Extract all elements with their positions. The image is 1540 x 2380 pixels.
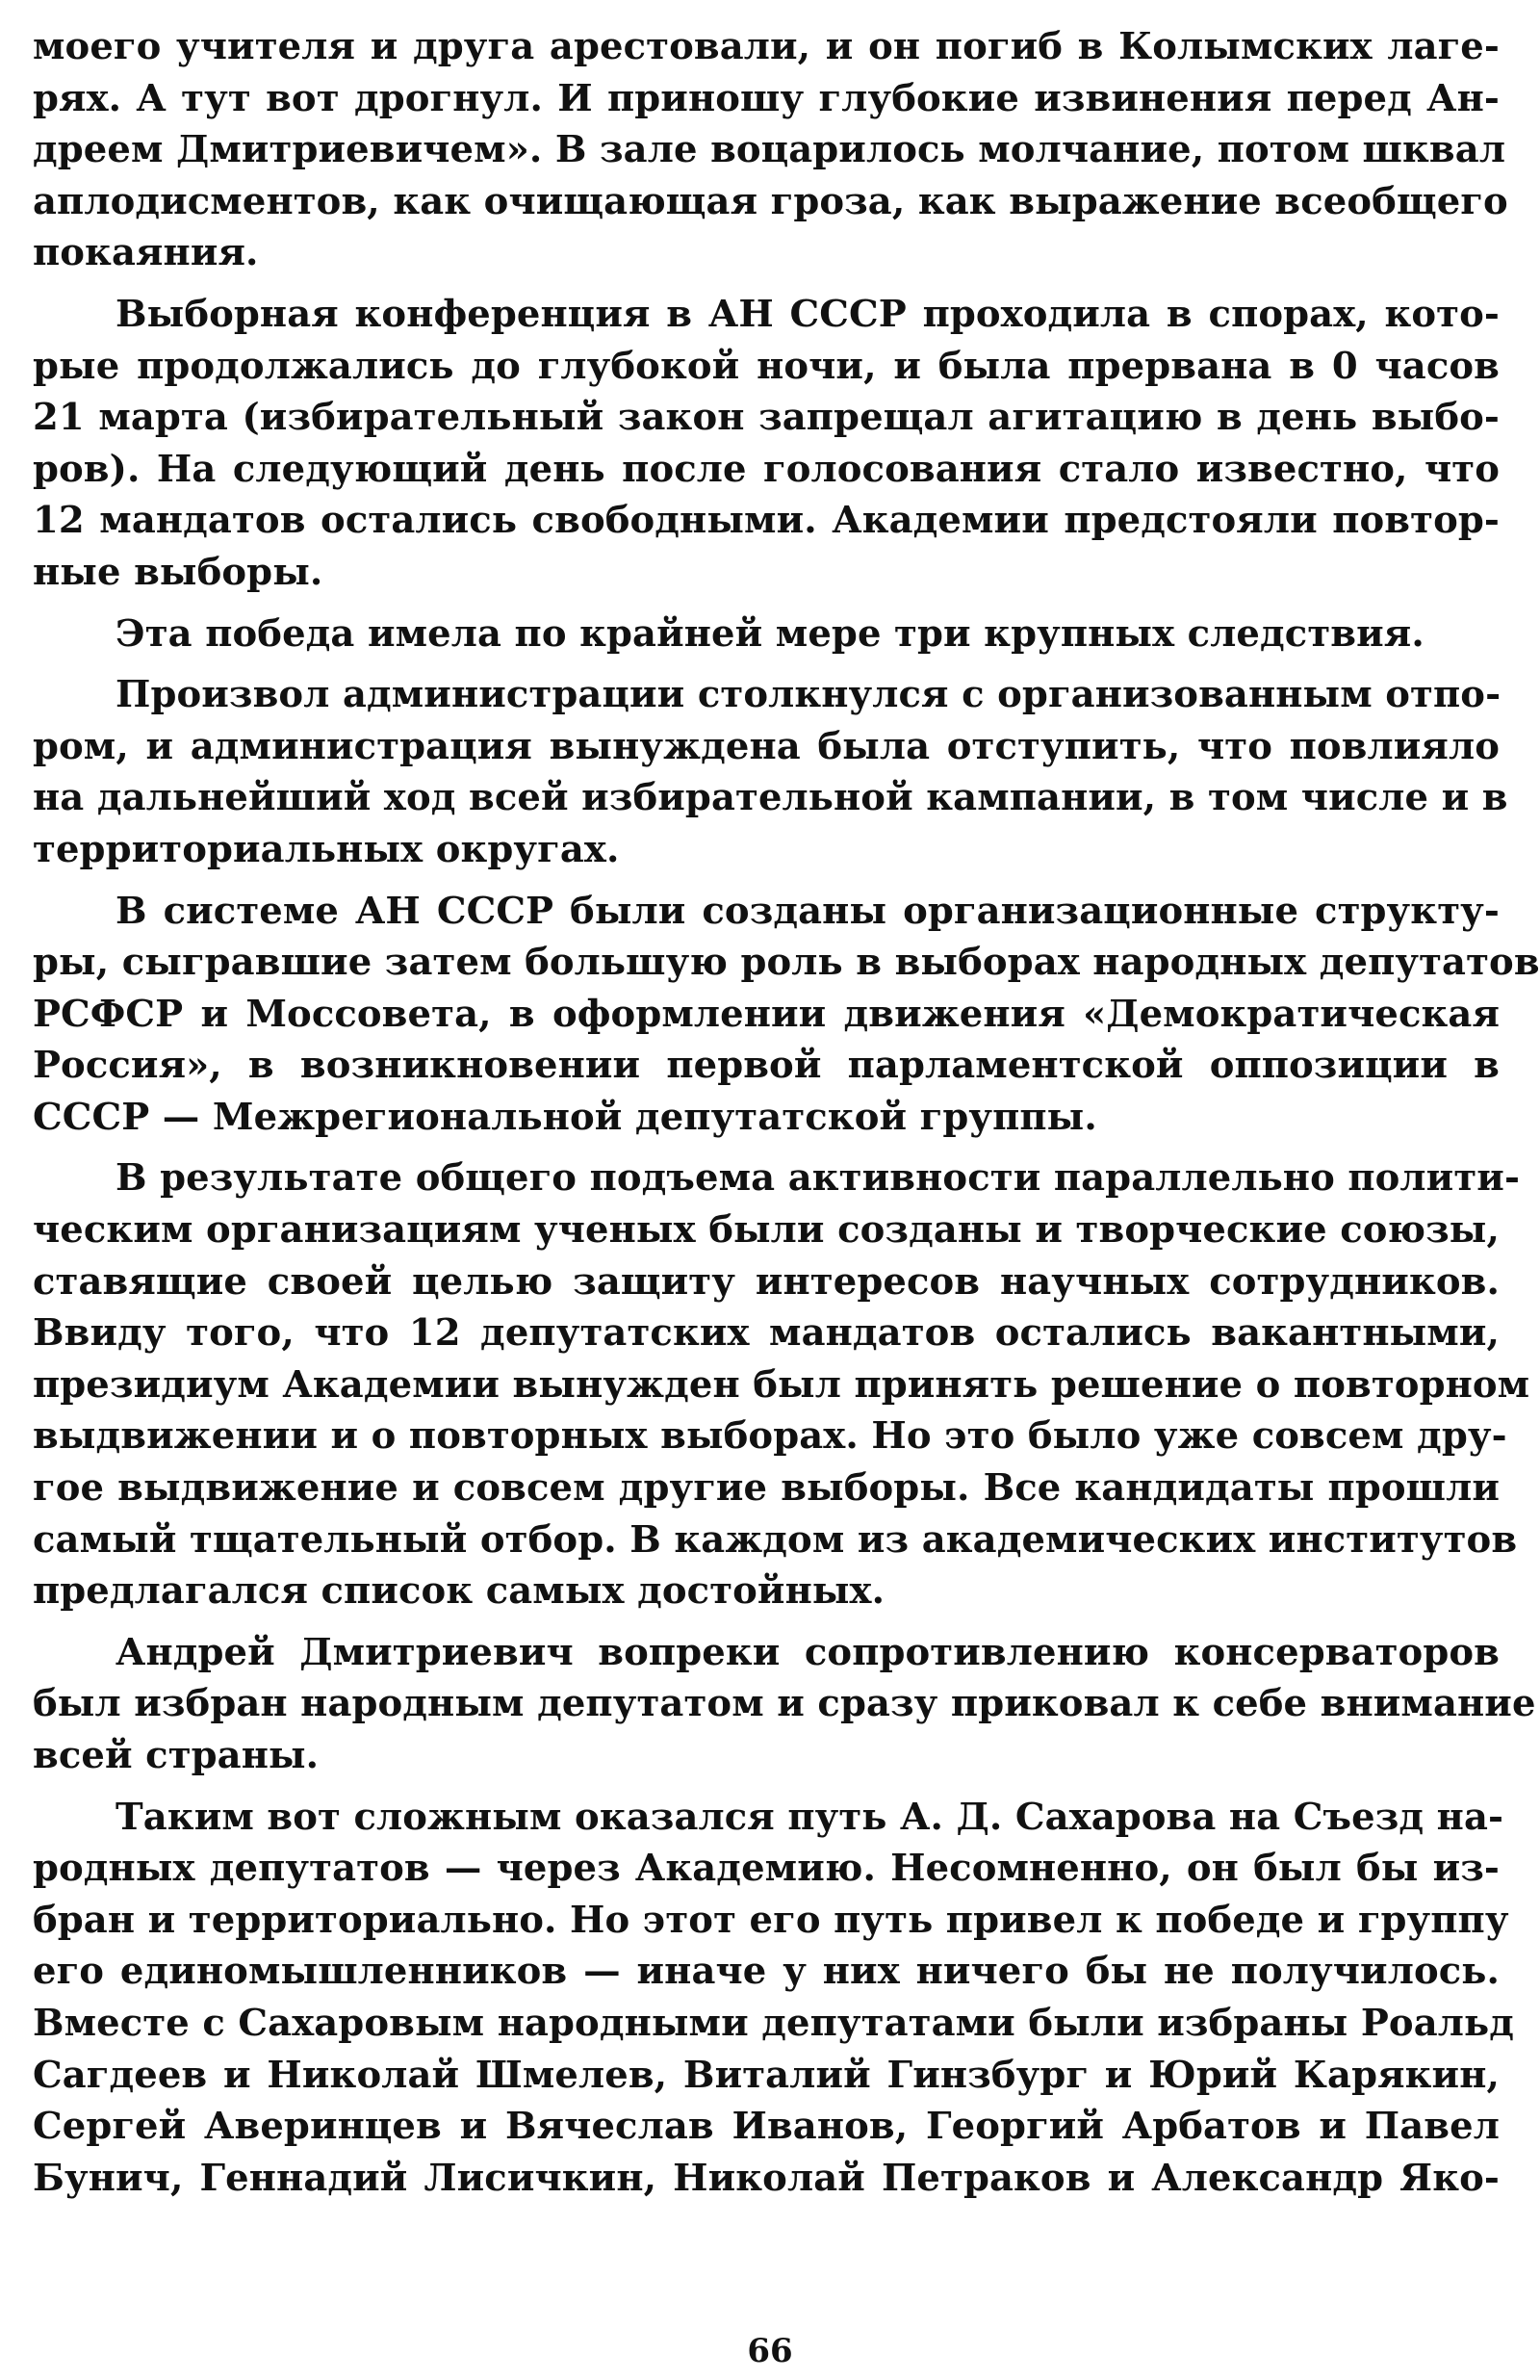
text-line: СССР — Межрегиональной депутатской группы. [33, 1095, 1097, 1139]
text-line: рые продолжались до глубокой ночи, и была прервана в 0 часов [33, 344, 1500, 388]
text-line: Эта победа имела по крайней мере три крупных следствия. [116, 611, 1424, 656]
text-line: Произвол администрации столкнулся с организованным отпо- [116, 673, 1502, 717]
text-line: Андрей Дмитриевич вопреки сопротивлению консерваторов [116, 1630, 1500, 1674]
text-line: был избран народным депутатом и сразу приковал к себе внимание [33, 1682, 1536, 1726]
text-line: бран и территориально. Но этот его путь привел к победе и группу [33, 1898, 1509, 1942]
text-line: территориальных округах. [33, 827, 620, 871]
text-line: его единомышленников — иначе у них ничего бы не получилось. [33, 1950, 1500, 1994]
text-line: ставящие своей целью защиту интересов научных сотрудников. [33, 1259, 1500, 1304]
paragraph [33, 608, 1500, 660]
text-line: ные выборы. [33, 550, 323, 594]
text-line: выдвижении и о повторных выборах. Но это было уже совсем дру- [33, 1414, 1507, 1459]
text-line: покаяния. [33, 231, 259, 275]
text-line: РСФСР и Моссовета, в оформлении движения «Демократическая [33, 992, 1500, 1036]
text-line: Сагдеев и Николай Шмелев, Виталий Гинзбург и Юрий Карякин, [33, 2053, 1500, 2097]
paragraph [33, 289, 1500, 599]
paragraph [33, 1152, 1530, 1617]
page-body [33, 21, 1540, 2204]
paragraph [33, 1792, 1514, 2205]
text-line: В результате общего подъема активности параллельно полити- [116, 1156, 1521, 1201]
text-line: Бунич, Геннадий Лисичкин, Николай Петраков и Александр Яко- [33, 2156, 1500, 2200]
text-line: гое выдвижение и совсем другие выборы. Все кандидаты прошли [33, 1466, 1500, 1511]
text-line: ров). На следующий день после голосования стало известно, что [33, 447, 1500, 491]
text-line: аплодисментов, как очищающая гроза, как выражение всеобщего [33, 179, 1508, 223]
text-line: на дальнейший ход всей избирательной кампании, в том числе и в [33, 776, 1508, 820]
text-line: президиум Академии вынужден был принять решение о повторном [33, 1362, 1530, 1407]
text-line: самый тщательный отбор. В каждом из академических институтов [33, 1517, 1518, 1562]
text-line: родных депутатов — через Академию. Несомненно, он был бы из- [33, 1847, 1500, 1891]
text-line: 21 марта (избирательный закон запрещал агитацию в день выбо- [33, 396, 1500, 440]
paragraph [33, 669, 1508, 875]
text-line: моего учителя и друга арестовали, и он погиб в Колымских лаге- [33, 25, 1500, 68]
text-line: всей страны. [33, 1734, 320, 1777]
text-line: рях. А тут вот дрогнул. И приношу глубокие извинения перед Ан- [33, 76, 1500, 120]
text-line: ческим организациям ученых были созданы и творческие союзы, [33, 1208, 1500, 1253]
page-number: 66 [747, 2332, 793, 2370]
text-line: В системе АН СССР были созданы организационные структу- [116, 889, 1500, 933]
paragraph [33, 1627, 1536, 1782]
text-line: ром, и администрация вынуждена была отступить, что повлияло [33, 724, 1500, 768]
text-line: Таким вот сложным оказался путь А. Д. Сахарова на Съезд на- [116, 1795, 1504, 1839]
text-line: Сергей Аверинцев и Вячеслав Иванов, Георгий Арбатов и Павел [33, 2105, 1500, 2149]
paragraph [33, 21, 1508, 279]
text-line: Ввиду того, что 12 депутатских мандатов остались вакантными, [33, 1311, 1500, 1356]
text-line: предлагался список самых достойных. [33, 1569, 886, 1614]
text-line: ры, сыгравшие затем большую роль в выборах народных депутатов [33, 941, 1540, 985]
text-line: Россия», в возникновении первой парламентской оппозиции в [33, 1044, 1500, 1088]
text-line: Выборная конференция в АН СССР проходила в спорах, кото- [116, 292, 1500, 336]
paragraph [33, 886, 1540, 1144]
text-line: Вместе с Сахаровым народными депутатами были избраны Роальд [33, 2001, 1514, 2045]
text-line: дреем Дмитриевичем». В зале воцарилось молчание, потом шквал [33, 128, 1506, 172]
text-line: 12 мандатов остались свободными. Академии предстояли повтор- [33, 499, 1500, 543]
